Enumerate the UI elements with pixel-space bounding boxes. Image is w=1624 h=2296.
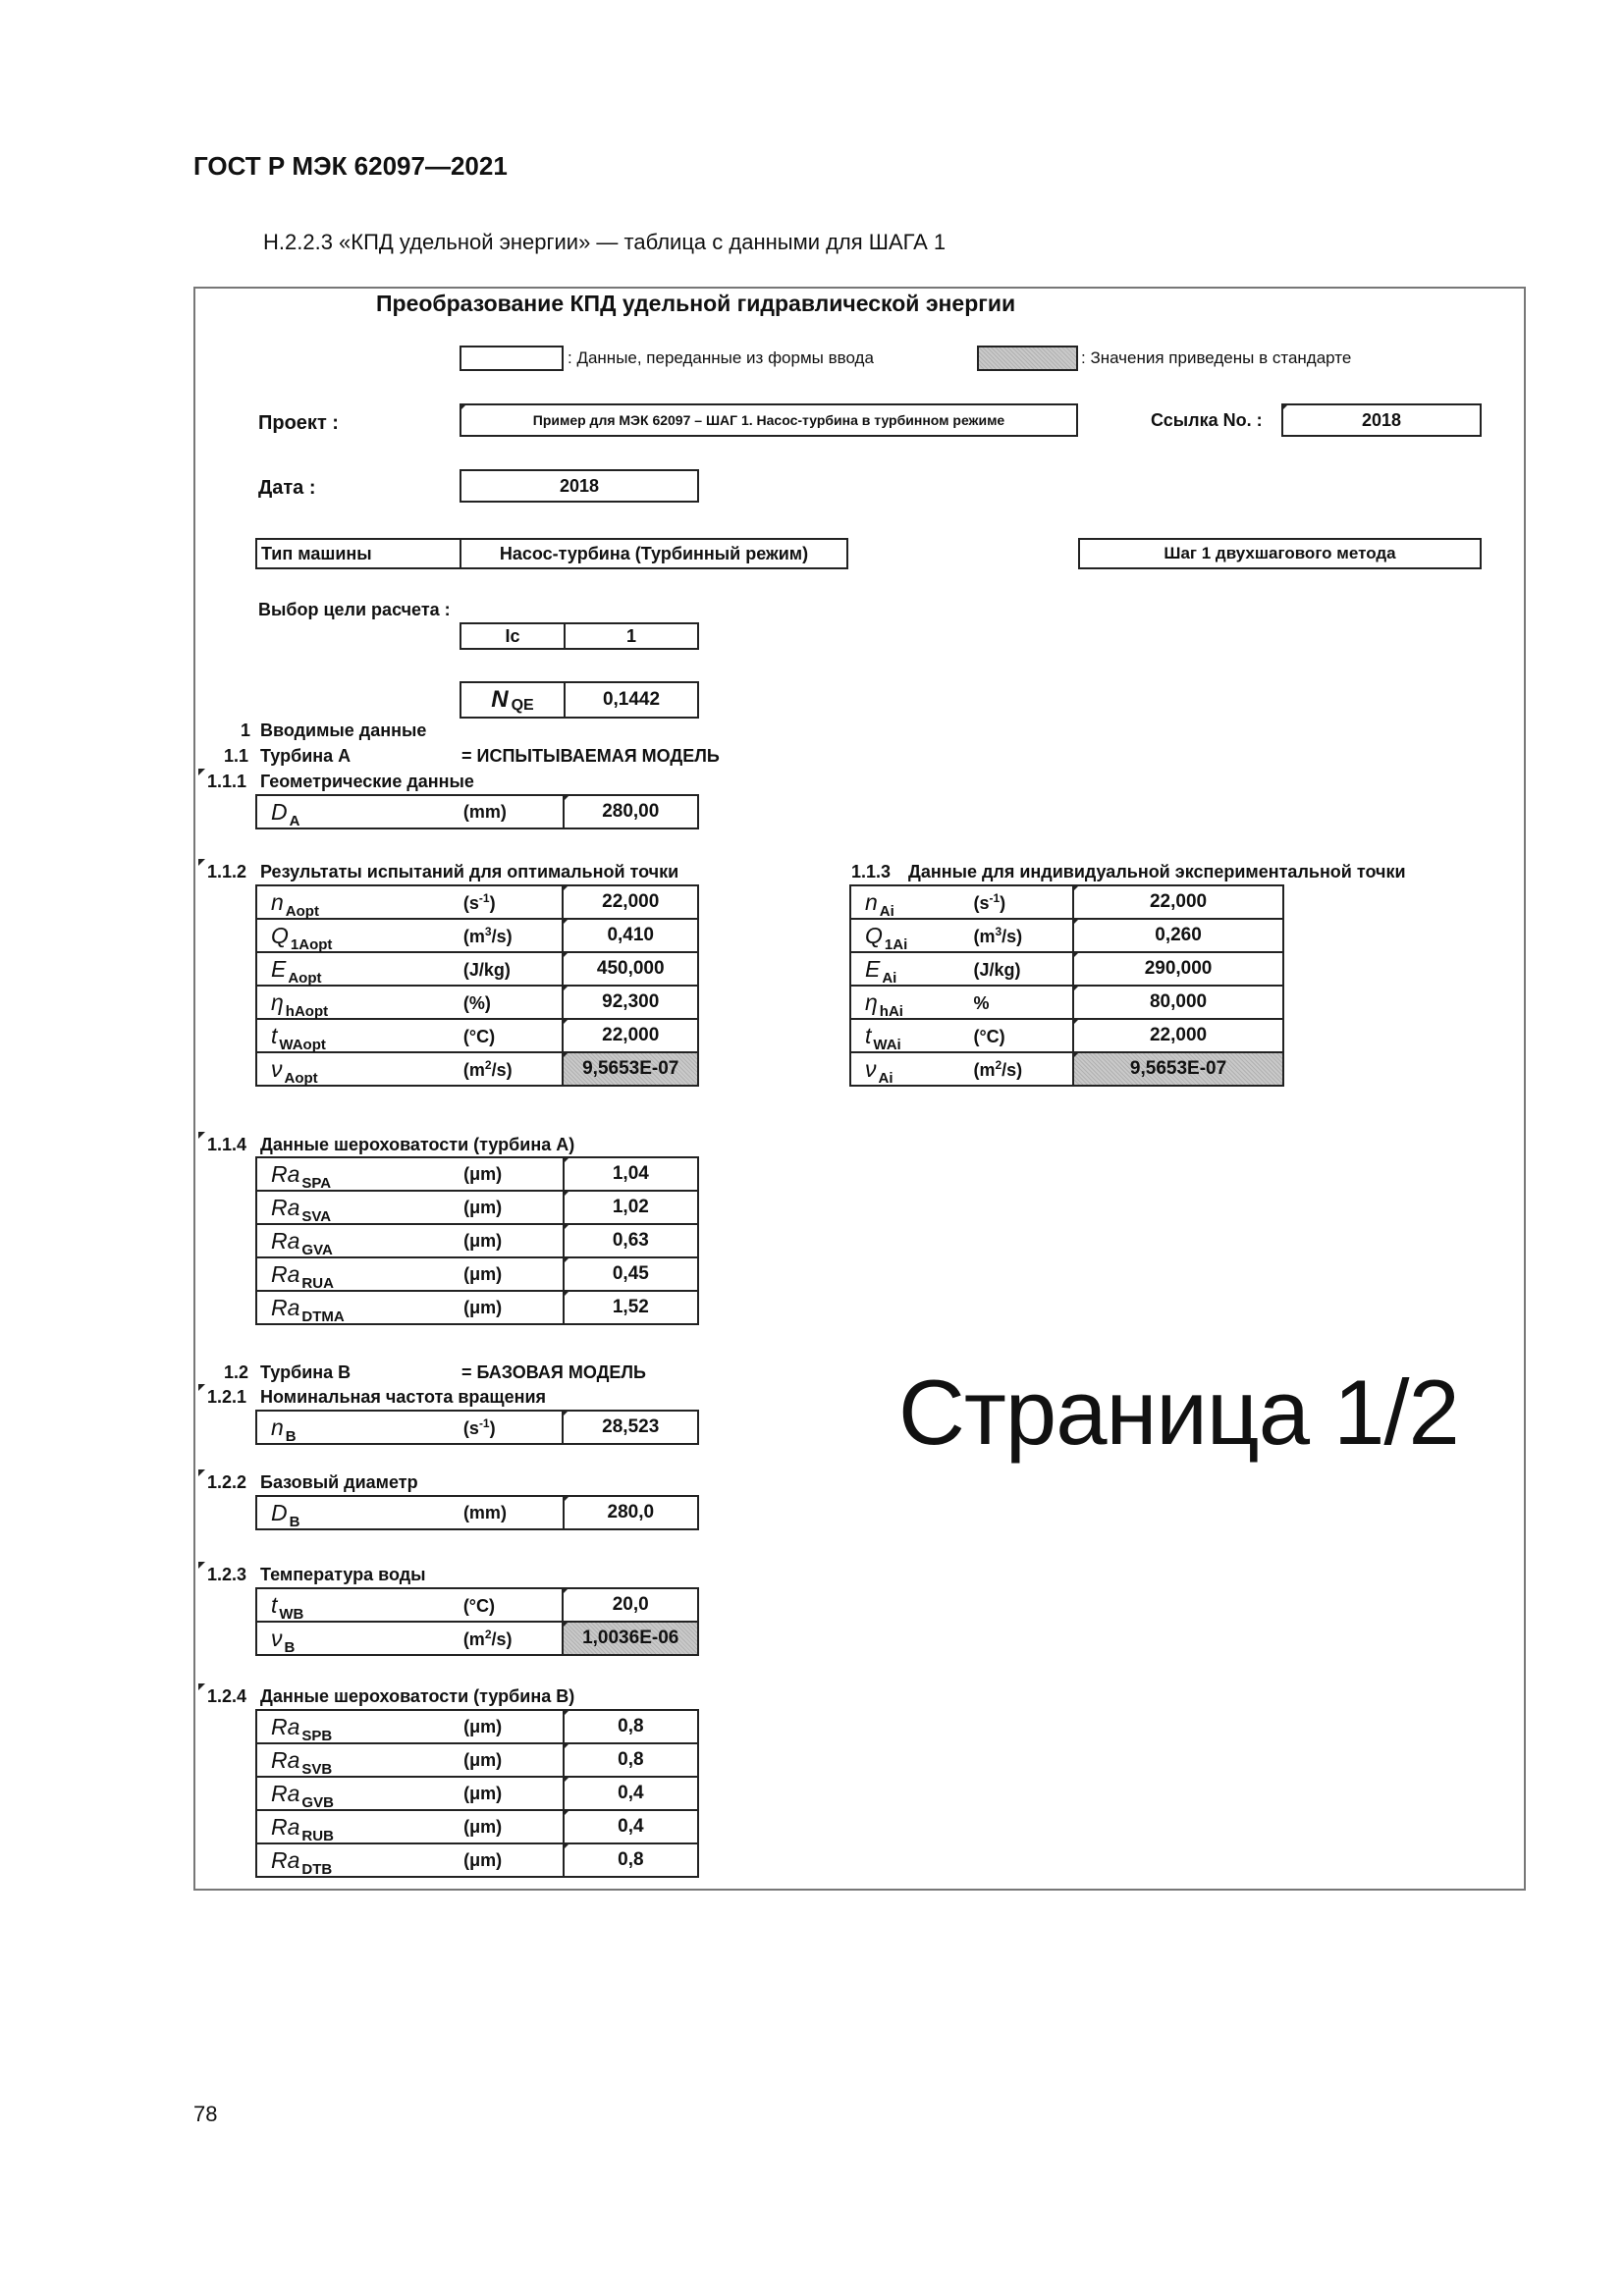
nqe-subscript: QE — [511, 697, 534, 714]
roughness-a-unit-text: (μm) — [463, 1197, 503, 1217]
individual-param-unit — [969, 952, 1073, 986]
roughness-a-symbol-subscript: DTMA — [301, 1308, 345, 1325]
individual-param-symbol-main: E — [865, 955, 881, 982]
individual-param-row — [850, 1052, 1283, 1086]
section-1-1-3-title: Данные для индивидуальной экспериментальной точки — [908, 862, 1406, 881]
water-param-symbol-main: t — [271, 1591, 278, 1618]
roughness-b-unit — [460, 1777, 564, 1810]
geometry-unit-text: (mm) — [462, 801, 507, 822]
roughness-b-row — [256, 1843, 698, 1877]
section-1-1-2-title: Результаты испытаний для оптимальной точки — [260, 862, 679, 881]
roughness-b-symbol-main: Ra — [271, 1780, 300, 1806]
water-param-row — [256, 1588, 698, 1622]
roughness-b-unit — [460, 1810, 564, 1843]
date-field[interactable]: 2018 — [460, 469, 699, 503]
roughness-a-symbol-subscript: SVA — [301, 1207, 332, 1225]
individual-point-table — [849, 884, 1284, 1087]
section-1-2-number: 1.2 — [224, 1362, 249, 1382]
water-param-value[interactable]: 20,0 — [563, 1588, 698, 1622]
optimum-param-row — [256, 919, 698, 952]
roughness-a-symbol-main: Ra — [271, 1227, 300, 1254]
section-1-1-1-number: 1.1.1 — [207, 772, 247, 791]
date-label: Дата : — [258, 477, 316, 499]
optimum-param-symbol-subscript: Aopt — [285, 902, 319, 920]
nominal-speed-symbol-subscript: B — [285, 1427, 297, 1445]
optimum-param-row — [256, 952, 698, 986]
individual-param-symbol-subscript: Ai — [882, 969, 897, 987]
geometry-unit — [460, 795, 564, 828]
roughness-b-symbol-main: Ra — [271, 1813, 300, 1840]
roughness-b-symbol-main: Ra — [271, 1846, 300, 1873]
water-param-unit-text: (°C) — [462, 1595, 495, 1616]
optimum-param-row — [256, 986, 698, 1019]
optimum-param-symbol — [256, 1019, 460, 1052]
water-param-unit-exponent: 2 — [484, 1627, 492, 1641]
roughness-b-symbol — [256, 1810, 460, 1843]
individual-param-unit-exponent: 2 — [995, 1057, 1002, 1072]
nominal-speed-unit — [460, 1411, 564, 1444]
individual-param-symbol-main: t — [865, 1022, 872, 1048]
calc-goal-field[interactable]: 1 — [564, 622, 699, 650]
water-param-row — [256, 1622, 698, 1655]
individual-param-symbol-subscript: hAi — [879, 1002, 903, 1020]
sheet-title: Преобразование КПД удельной гидравлической энергии — [376, 291, 1016, 316]
optimum-param-row — [256, 1019, 698, 1052]
individual-param-symbol-subscript: Ai — [878, 1069, 893, 1087]
section-1-1-eq: = ИСПЫТЫВАЕМАЯ МОДЕЛЬ — [461, 746, 720, 766]
roughness-a-row — [256, 1191, 698, 1224]
calc-goal-key: Ic — [460, 622, 566, 650]
optimum-param-value[interactable]: 22,000 — [563, 885, 698, 919]
optimum-point-table — [255, 884, 699, 1087]
roughness-a-value[interactable]: 0,63 — [564, 1224, 698, 1257]
roughness-b-row — [256, 1743, 698, 1777]
roughness-a-symbol — [256, 1157, 460, 1191]
roughness-a-row — [256, 1224, 698, 1257]
optimum-param-symbol-subscript: Aopt — [288, 969, 322, 987]
individual-param-unit — [969, 885, 1073, 919]
roughness-a-unit-text: (μm) — [463, 1230, 503, 1251]
roughness-b-symbol-subscript: SPB — [301, 1727, 333, 1744]
optimum-param-symbol — [256, 986, 460, 1019]
ref-label: Ссылка No. : — [1151, 410, 1263, 430]
roughness-a-symbol-main: Ra — [271, 1160, 300, 1187]
individual-param-symbol-subscript: WAi — [873, 1036, 901, 1053]
legend-standard-label: : Значения приведены в стандарте — [1081, 348, 1352, 367]
optimum-param-unit-text: (s — [462, 892, 479, 913]
roughness-a-symbol — [256, 1224, 460, 1257]
legend-input-label: : Данные, переданные из формы ввода — [568, 348, 874, 367]
base-diameter-table — [255, 1495, 699, 1530]
optimum-param-unit — [460, 885, 564, 919]
individual-param-value[interactable]: 290,000 — [1073, 952, 1283, 986]
roughness-b-value[interactable]: 0,8 — [564, 1710, 698, 1743]
individual-param-unit-text: (m — [973, 926, 996, 946]
roughness-b-table — [255, 1709, 699, 1878]
project-label: Проект : — [258, 412, 339, 434]
optimum-param-symbol-main: t — [271, 1022, 278, 1048]
individual-param-unit — [969, 1019, 1073, 1052]
section-1-1-4-number: 1.1.4 — [207, 1135, 247, 1154]
optimum-param-unit — [460, 1019, 564, 1052]
water-param-symbol — [256, 1588, 460, 1622]
roughness-b-value[interactable]: 0,8 — [564, 1743, 698, 1777]
section-1-2-eq: = БАЗОВАЯ МОДЕЛЬ — [461, 1362, 646, 1382]
individual-param-row — [850, 952, 1283, 986]
individual-param-unit — [969, 1052, 1073, 1086]
base-diameter-value[interactable]: 280,0 — [564, 1496, 698, 1529]
roughness-a-row — [256, 1157, 698, 1191]
base-diameter-symbol — [256, 1496, 460, 1529]
section-1-2-4-title: Данные шероховатости (турбина B) — [260, 1686, 575, 1706]
roughness-a-symbol-subscript: SPA — [301, 1174, 332, 1192]
individual-param-unit-text: (s — [973, 892, 990, 913]
section-1-2-2-number: 1.2.2 — [207, 1472, 247, 1492]
section-1-2-3-number: 1.2.3 — [207, 1565, 247, 1584]
roughness-a-unit — [460, 1191, 564, 1224]
optimum-param-unit-exponent: 2 — [484, 1057, 492, 1072]
water-param-value: 1,0036E-06 — [563, 1622, 698, 1655]
roughness-b-symbol — [256, 1843, 460, 1877]
individual-param-unit-text: (m — [973, 1059, 996, 1080]
individual-param-symbol-subscript: 1Ai — [884, 935, 908, 953]
nominal-speed-symbol-main: n — [271, 1414, 284, 1440]
section-1-2-title: Турбина B — [260, 1362, 352, 1382]
water-param-unit-suffix: /s) — [491, 1629, 513, 1649]
roughness-a-unit — [460, 1157, 564, 1191]
optimum-param-symbol-subscript: WAopt — [279, 1036, 326, 1053]
geometry-symbol — [256, 795, 460, 828]
geometry-row — [256, 795, 698, 828]
roughness-a-symbol — [256, 1257, 460, 1291]
section-1-1-2-number: 1.1.2 — [207, 862, 247, 881]
geometry-symbol-subscript: A — [289, 812, 300, 829]
roughness-a-symbol-subscript: RUA — [301, 1274, 334, 1292]
roughness-b-row — [256, 1777, 698, 1810]
roughness-a-unit-text: (μm) — [463, 1263, 503, 1284]
individual-param-unit-suffix: /s) — [1001, 926, 1023, 946]
roughness-a-symbol — [256, 1191, 460, 1224]
individual-param-unit-exponent: 3 — [995, 924, 1002, 938]
roughness-b-unit-text: (μm) — [463, 1849, 503, 1870]
optimum-param-symbol-main: η — [271, 988, 284, 1015]
individual-param-value[interactable]: 80,000 — [1073, 986, 1283, 1019]
roughness-a-row — [256, 1257, 698, 1291]
machine-type-field[interactable]: Насос-турбина (Турбинный режим) — [460, 538, 848, 569]
roughness-b-unit-text: (μm) — [463, 1716, 503, 1736]
optimum-param-symbol-main: E — [271, 955, 287, 982]
water-param-symbol-main: ν — [271, 1625, 283, 1651]
geometry-table — [255, 794, 699, 829]
roughness-b-value[interactable]: 0,4 — [564, 1777, 698, 1810]
roughness-a-unit-text: (μm) — [463, 1163, 503, 1184]
individual-param-symbol-main: Q — [865, 922, 883, 948]
individual-param-unit-suffix: /s) — [1001, 1059, 1023, 1080]
section-1-1-3-number: 1.1.3 — [851, 862, 892, 881]
roughness-b-row — [256, 1710, 698, 1743]
individual-param-unit — [969, 986, 1073, 1019]
base-diameter-unit-text: (mm) — [462, 1502, 507, 1522]
individual-param-row — [850, 986, 1283, 1019]
base-diameter-unit — [460, 1496, 564, 1529]
roughness-b-value[interactable]: 0,4 — [564, 1810, 698, 1843]
calc-goal-label: Выбор цели расчета : — [258, 600, 451, 619]
water-param-symbol-subscript: B — [284, 1638, 296, 1656]
nqe-symbol-cell — [460, 681, 566, 719]
nqe-symbol: N — [491, 686, 509, 713]
ref-field[interactable]: 2018 — [1281, 403, 1482, 437]
base-diameter-symbol-main: D — [271, 1499, 288, 1525]
page-number: 78 — [193, 2102, 218, 2126]
roughness-b-unit-text: (μm) — [463, 1749, 503, 1770]
water-temperature-table — [255, 1587, 699, 1656]
optimum-param-symbol-main: n — [271, 888, 284, 915]
base-diameter-symbol-subscript: B — [289, 1513, 300, 1530]
individual-param-symbol — [850, 986, 969, 1019]
roughness-a-symbol-main: Ra — [271, 1260, 300, 1287]
individual-param-unit — [969, 919, 1073, 952]
optimum-param-unit-exponent: 3 — [484, 924, 492, 938]
roughness-a-value[interactable]: 0,45 — [564, 1257, 698, 1291]
individual-param-symbol-main: n — [865, 888, 878, 915]
roughness-a-row — [256, 1291, 698, 1324]
optimum-param-unit — [460, 919, 564, 952]
optimum-param-unit — [460, 1052, 564, 1086]
optimum-param-symbol — [256, 885, 460, 919]
nqe-value: 0,1442 — [564, 681, 699, 719]
individual-param-symbol-subscript: Ai — [879, 902, 894, 920]
individual-param-unit-text: (J/kg) — [973, 959, 1021, 980]
roughness-b-unit — [460, 1710, 564, 1743]
individual-param-value[interactable]: 0,260 — [1073, 919, 1283, 952]
optimum-param-symbol-main: Q — [271, 922, 289, 948]
section-1-2-1-title: Номинальная частота вращения — [260, 1387, 547, 1407]
nominal-speed-value[interactable]: 28,523 — [563, 1411, 698, 1444]
table-caption: Н.2.2.3 «КПД удельной энергии» — таблица с данными для ШАГА 1 — [263, 230, 947, 254]
section-1-number: 1 — [241, 721, 251, 740]
optimum-param-symbol-subscript: 1Aopt — [290, 935, 333, 953]
nominal-speed-unit-text: (s — [462, 1417, 479, 1438]
section-1-1-4-title: Данные шероховатости (турбина A) — [260, 1135, 575, 1154]
optimum-param-value[interactable]: 22,000 — [563, 1019, 698, 1052]
individual-param-value: 9,5653E-07 — [1073, 1052, 1283, 1086]
machine-type-label: Тип машины — [255, 538, 461, 569]
roughness-b-value[interactable]: 0,8 — [564, 1843, 698, 1877]
roughness-b-symbol-subscript: SVB — [301, 1760, 333, 1778]
optimum-param-symbol-main: ν — [271, 1055, 283, 1082]
roughness-a-unit — [460, 1257, 564, 1291]
roughness-a-unit — [460, 1291, 564, 1324]
optimum-param-value[interactable]: 92,300 — [563, 986, 698, 1019]
legend-input-swatch — [460, 346, 564, 371]
water-param-unit-text: (m — [462, 1629, 485, 1649]
individual-param-row — [850, 1019, 1283, 1052]
optimum-param-value[interactable]: 0,410 — [563, 919, 698, 952]
optimum-param-unit-text: (m — [462, 1059, 485, 1080]
roughness-a-symbol-subscript: GVA — [301, 1241, 333, 1258]
nominal-speed-unit-exponent: -1 — [478, 1415, 490, 1430]
roughness-b-symbol — [256, 1710, 460, 1743]
individual-param-symbol-main: η — [865, 988, 878, 1015]
roughness-b-unit — [460, 1843, 564, 1877]
individual-param-symbol — [850, 952, 969, 986]
water-param-symbol — [256, 1622, 460, 1655]
nominal-speed-unit-suffix: ) — [489, 1417, 496, 1438]
individual-param-row — [850, 919, 1283, 952]
optimum-param-unit — [460, 986, 564, 1019]
roughness-a-symbol-main: Ra — [271, 1294, 300, 1320]
optimum-param-unit-suffix: /s) — [491, 1059, 513, 1080]
page-stamp: Страница 1/2 — [898, 1361, 1459, 1464]
individual-param-unit-text: (°C) — [973, 1026, 1005, 1046]
individual-param-symbol — [850, 885, 969, 919]
optimum-param-row — [256, 885, 698, 919]
section-1-2-1-number: 1.2.1 — [207, 1387, 247, 1407]
individual-param-value[interactable]: 22,000 — [1073, 885, 1283, 919]
section-1-1-number: 1.1 — [224, 746, 249, 766]
optimum-param-unit-text: (J/kg) — [462, 959, 511, 980]
optimum-param-symbol-subscript: hAopt — [285, 1002, 329, 1020]
roughness-b-unit-text: (μm) — [463, 1816, 503, 1837]
roughness-b-symbol — [256, 1743, 460, 1777]
geometry-symbol-main: D — [271, 798, 288, 825]
section-1-1-title: Турбина A — [260, 746, 352, 766]
roughness-b-symbol-subscript: DTB — [301, 1860, 333, 1878]
optimum-param-unit-text: (m — [462, 926, 485, 946]
individual-param-symbol — [850, 1052, 969, 1086]
roughness-b-symbol-subscript: RUB — [301, 1827, 334, 1844]
optimum-param-row — [256, 1052, 698, 1086]
roughness-a-value[interactable]: 1,52 — [564, 1291, 698, 1324]
geometry-value[interactable]: 280,00 — [564, 795, 699, 828]
legend-standard-swatch — [977, 346, 1078, 371]
project-field[interactable]: Пример для МЭК 62097 – ШАГ 1. Насос-турбина в турбинном режиме — [460, 403, 1078, 437]
water-param-unit — [460, 1588, 564, 1622]
section-1-title: Вводимые данные — [260, 721, 427, 740]
optimum-param-unit-exponent: -1 — [478, 890, 490, 905]
optimum-param-symbol — [256, 919, 460, 952]
roughness-b-symbol-subscript: GVB — [301, 1793, 334, 1811]
optimum-param-symbol-subscript: Aopt — [284, 1069, 318, 1087]
roughness-a-value[interactable]: 1,02 — [564, 1191, 698, 1224]
individual-param-symbol — [850, 919, 969, 952]
water-param-unit — [460, 1622, 564, 1655]
roughness-b-unit — [460, 1743, 564, 1777]
individual-param-unit-text: % — [973, 992, 990, 1013]
step-field: Шаг 1 двухшагового метода — [1078, 538, 1482, 569]
roughness-b-row — [256, 1810, 698, 1843]
roughness-b-symbol-main: Ra — [271, 1713, 300, 1739]
individual-param-symbol-main: ν — [865, 1055, 877, 1082]
section-1-2-2-title: Базовый диаметр — [260, 1472, 418, 1492]
individual-param-symbol — [850, 1019, 969, 1052]
roughness-a-symbol-main: Ra — [271, 1194, 300, 1220]
section-1-2-4-number: 1.2.4 — [207, 1686, 247, 1706]
individual-param-unit-suffix: ) — [1000, 892, 1006, 913]
roughness-b-unit-text: (μm) — [463, 1783, 503, 1803]
optimum-param-symbol — [256, 1052, 460, 1086]
standard-header: ГОСТ Р МЭК 62097—2021 — [193, 151, 508, 181]
section-1-1-1-title: Геометрические данные — [260, 772, 474, 791]
roughness-b-symbol-main: Ra — [271, 1746, 300, 1773]
optimum-param-unit — [460, 952, 564, 986]
roughness-a-table — [255, 1156, 699, 1325]
individual-param-unit-exponent: -1 — [989, 890, 1001, 905]
nominal-speed-symbol — [256, 1411, 460, 1444]
optimum-param-symbol — [256, 952, 460, 986]
section-1-2-3-title: Температура воды — [260, 1565, 426, 1584]
water-param-symbol-subscript: WB — [279, 1605, 304, 1623]
optimum-param-unit-suffix: /s) — [491, 926, 513, 946]
base-diameter-row — [256, 1496, 698, 1529]
optimum-param-unit-suffix: ) — [489, 892, 496, 913]
roughness-a-symbol — [256, 1291, 460, 1324]
individual-param-row — [850, 885, 1283, 919]
individual-param-value[interactable]: 22,000 — [1073, 1019, 1283, 1052]
optimum-param-unit-text: (%) — [462, 992, 491, 1013]
nominal-speed-row — [256, 1411, 698, 1444]
roughness-a-unit-text: (μm) — [463, 1297, 503, 1317]
roughness-a-value[interactable]: 1,04 — [564, 1157, 698, 1191]
optimum-param-unit-text: (°C) — [462, 1026, 496, 1046]
roughness-b-symbol — [256, 1777, 460, 1810]
nominal-speed-table — [255, 1410, 699, 1445]
optimum-param-value[interactable]: 450,000 — [563, 952, 698, 986]
roughness-a-unit — [460, 1224, 564, 1257]
optimum-param-value: 9,5653E-07 — [563, 1052, 698, 1086]
